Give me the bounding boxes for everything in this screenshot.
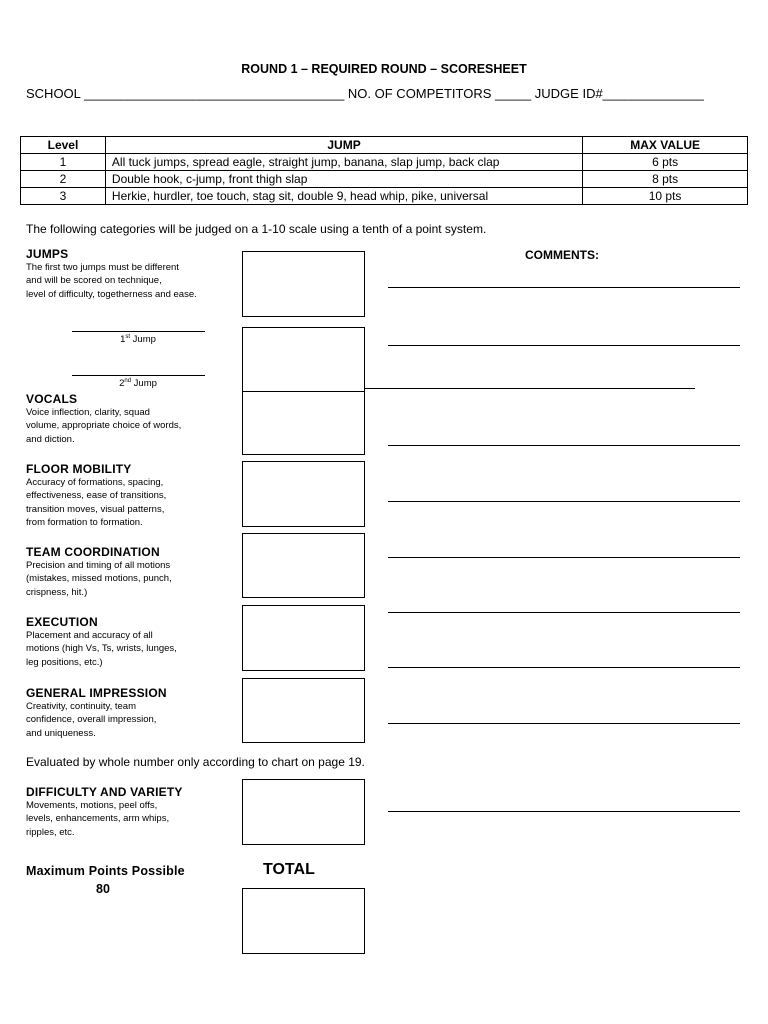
category-heading: JUMPS <box>26 247 69 261</box>
description-line: levels, enhancements, arm whips, <box>26 813 170 825</box>
level-cell: 3 <box>21 188 106 205</box>
jump-cell: Herkie, hurdler, toe touch, stag sit, double 9, head whip, pike, universal <box>105 188 582 205</box>
floor-mobility-score-box[interactable] <box>242 461 365 527</box>
general-impression-comment-line[interactable] <box>388 723 740 724</box>
description-line: confidence, overall impression, <box>26 714 157 726</box>
general-impression-score-box[interactable] <box>242 678 365 743</box>
table-row <box>21 188 748 205</box>
category-description <box>26 700 241 740</box>
description-line: Precision and timing of all motions <box>26 560 171 571</box>
evaluated-note: Evaluated by whole number only according to chart on page 19. <box>26 755 365 769</box>
category-general-impression <box>26 686 241 740</box>
description-line: effectiveness, ease of transitions, <box>26 490 167 502</box>
execution-comment-line-2[interactable] <box>388 667 740 668</box>
category-team-coordination <box>26 545 241 599</box>
description-line: volume, appropriate choice of words, <box>26 420 182 432</box>
description-line: The first two jumps must be different <box>26 262 179 273</box>
category-heading: GENERAL IMPRESSION <box>26 686 167 700</box>
max-value-cell: 6 pts <box>583 154 748 171</box>
category-heading: VOCALS <box>26 392 78 406</box>
page-title: ROUND 1 – REQUIRED ROUND – SCORESHEET <box>241 62 527 76</box>
max-value-cell: 8 pts <box>583 171 748 188</box>
jump2-comment-line[interactable] <box>365 388 695 389</box>
description-line: Accuracy of formations, spacing, <box>26 477 164 488</box>
floor-mobility-comment-line[interactable] <box>388 501 740 502</box>
max-points-value: 80 <box>96 882 110 896</box>
category-difficulty-variety <box>26 785 241 839</box>
description-line: motions (high Vs, Ts, wrists, lunges, <box>26 643 177 655</box>
category-jumps <box>26 247 241 301</box>
difficulty-score-box[interactable] <box>242 779 365 845</box>
category-heading: EXECUTION <box>26 615 98 629</box>
table-header-cell: JUMP <box>105 137 582 154</box>
description-line: Voice inflection, clarity, squad <box>26 407 150 418</box>
comments-label: COMMENTS: <box>525 248 599 262</box>
table-header-row <box>21 137 748 154</box>
team-coordination-score-box[interactable] <box>242 533 365 598</box>
description-line: ripples, etc. <box>26 826 75 838</box>
execution-score-box[interactable] <box>242 605 365 671</box>
jump-cell: All tuck jumps, spread eagle, straight jump, banana, slap jump, back clap <box>105 154 582 171</box>
category-description <box>26 559 241 599</box>
description-line: crispness, hit.) <box>26 586 88 598</box>
jumps-comment-line[interactable] <box>388 287 740 288</box>
category-vocals <box>26 392 241 446</box>
jumps-score-box[interactable] <box>242 251 365 317</box>
vocals-score-box[interactable] <box>242 391 365 455</box>
max-points-label: Maximum Points Possible <box>26 864 185 878</box>
description-line: from formation to formation. <box>26 517 143 529</box>
jump1-comment-line[interactable] <box>388 345 740 346</box>
description-line: Placement and accuracy of all <box>26 630 153 641</box>
jump2-label: 2nd Jump <box>119 378 157 390</box>
description-line: and will be scored on technique, <box>26 275 162 287</box>
description-line: Creativity, continuity, team <box>26 701 136 712</box>
table-header-cell: Level <box>21 137 106 154</box>
description-line: transition moves, visual patterns, <box>26 503 165 515</box>
description-line: and diction. <box>26 433 75 445</box>
description-line: (mistakes, missed motions, punch, <box>26 573 172 585</box>
jump1-label: 1st Jump <box>120 334 156 346</box>
table-header-cell: MAX VALUE <box>583 137 748 154</box>
category-description <box>26 261 241 301</box>
school-header-line: SCHOOL ____________________________________ NO. OF COMPETITORS _____ JUDGE ID#______________ <box>26 86 704 101</box>
category-description <box>26 799 241 839</box>
category-heading: DIFFICULTY AND VARIETY <box>26 785 183 799</box>
category-description <box>26 476 241 530</box>
total-label: TOTAL <box>263 861 315 878</box>
difficulty-comment-line[interactable] <box>388 811 740 812</box>
description-line: and uniqueness. <box>26 727 96 739</box>
jump1-name-line[interactable] <box>72 331 205 332</box>
execution-comment-line-1[interactable] <box>388 612 740 613</box>
category-heading: TEAM COORDINATION <box>26 545 160 559</box>
category-description <box>26 629 241 669</box>
table-row <box>21 154 748 171</box>
level-cell: 1 <box>21 154 106 171</box>
category-floor-mobility <box>26 462 241 530</box>
description-line: Movements, motions, peel offs, <box>26 800 158 811</box>
jump1-score-box[interactable] <box>242 327 365 393</box>
jump2-name-line[interactable] <box>72 375 205 376</box>
table-row <box>21 171 748 188</box>
category-description <box>26 406 241 446</box>
description-line: level of difficulty, togetherness and ease. <box>26 288 197 300</box>
level-cell: 2 <box>21 171 106 188</box>
description-line: leg positions, etc.) <box>26 656 103 668</box>
jump-level-table <box>20 136 748 205</box>
vocals-comment-line[interactable] <box>388 445 740 446</box>
jump-cell: Double hook, c-jump, front thigh slap <box>105 171 582 188</box>
max-value-cell: 10 pts <box>583 188 748 205</box>
scale-instructions: The following categories will be judged on a 1-10 scale using a tenth of a point system. <box>26 222 487 236</box>
category-heading: FLOOR MOBILITY <box>26 462 132 476</box>
team-coordination-comment-line[interactable] <box>388 557 740 558</box>
category-execution <box>26 615 241 669</box>
total-score-box[interactable] <box>242 888 365 954</box>
